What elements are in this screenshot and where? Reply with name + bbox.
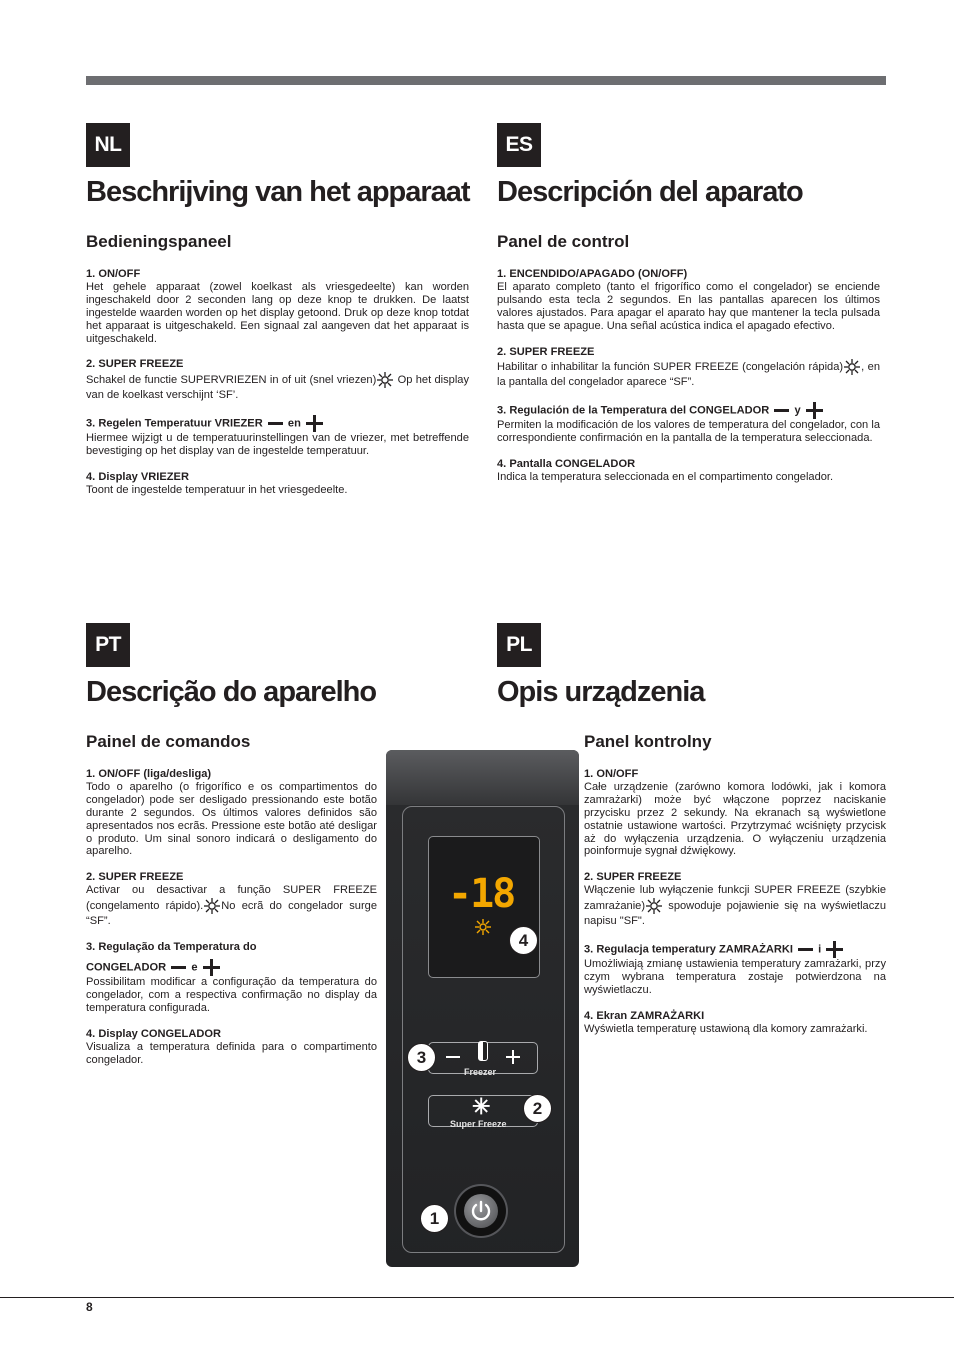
item-body: Todo o aparelho (o frigorífico e os compartimentos do congelador) pode ser desligado pressionando este botão durante 2 segundos. Os últimos valores definidos são apresentados nos ecrãs. Pressione este botão até desligar o produto. Um sinal sonoro indicará o desligamento do aparelho. <box>86 780 377 858</box>
item-2 <box>584 871 886 928</box>
item-title-text: 3. Regelen Temperatuur VRIEZER <box>86 417 263 430</box>
text-column-es <box>497 268 880 497</box>
item-body: Toont de ingestelde temperatuur in het vriesgedeelte. <box>86 483 348 496</box>
text-column-pt <box>86 768 377 1079</box>
item-3 <box>497 402 880 445</box>
language-badge-pl: PL <box>497 623 541 667</box>
temperature-bar-icon <box>478 1041 488 1061</box>
item-title-text: 3. Regulacja temperatury ZAMRAŻARKI <box>584 943 793 956</box>
super-freeze-label: Super Freeze <box>450 1119 507 1129</box>
item-title: 2. SUPER FREEZE <box>584 871 682 884</box>
item-title-text: en <box>287 417 301 430</box>
item-title: 2. SUPER FREEZE <box>497 345 595 358</box>
item-3 <box>86 415 469 458</box>
item-body: Wyświetla temperaturę ustawioną dla komory zamrażarki. <box>584 1022 868 1035</box>
text-column-nl <box>86 268 469 510</box>
language-badge-nl: NL <box>86 123 130 167</box>
item-3 <box>584 941 886 997</box>
item-title-text: 3. Regulación de la Temperatura del CONGELADOR <box>497 404 770 417</box>
subsection-title-nl: Bedieningspaneel <box>86 232 232 251</box>
item-title: 4. Display VRIEZER <box>86 471 189 484</box>
item-body: El aparato completo (tanto el frigorífico como el congelador) se enciende pulsando esta tecla 2 segundos. En las pantallas aparecen los últimos valores ajustados. Para apagar el aparato hay que mantener la tecla pulsada hasta que se apague. Una señal acústica indica el apagado efectivo. <box>497 280 880 332</box>
item-title <box>86 415 469 432</box>
item-body: Het gehele apparaat (zowel koelkast als vriesgedeelte) kan worden ingeschakeld door 2 seconden lang op deze knop te drukken. De laatst ingestelde waarden worden op het display getoond. Druk op deze knop totdat het apparaat is uitgeschakeld. Een signaal zal aangeven dat het apparaat is uitgeschakeld. <box>86 280 469 345</box>
item-body <box>584 884 886 928</box>
item-3 <box>86 941 377 1015</box>
power-button[interactable] <box>456 1186 506 1236</box>
item-2 <box>86 871 377 928</box>
item-body: Visualiza a temperatura definida para o compartimento congelador. <box>86 1040 377 1066</box>
item-body: Całe urządzenie (zarówno komora lodówki, jak i komora zamrażarki) może być włączone poprzez naciskanie przycisku przez 2 sekundy. Na ekranach są wyświetlone ostatnie ustawione wartości. Przytrzymać wciśnięty przycisk aż do wyłączenia urządzenia. O wyłączeniu urządzenia poinformuje sygnał dźwiękowy. <box>584 780 886 858</box>
item-title: 3. Regulação da Temperatura do <box>86 941 257 954</box>
item-body-text: Habilitar o inhabilitar la función SUPER FREEZE (congelación rápida) <box>497 361 844 374</box>
subsection-title-es: Panel de control <box>497 232 630 251</box>
text-column-pl <box>584 768 886 1049</box>
callout-4: 4 <box>509 926 538 955</box>
snowflake-icon <box>376 371 394 389</box>
callout-2: 2 <box>523 1094 552 1123</box>
minus-icon <box>798 948 813 951</box>
item-body: Permiten la modificación de los valores de temperatura del congelador, con la correspondiente confirmación en la pantalla de la temperatura seleccionada. <box>497 419 880 445</box>
minus-icon <box>774 409 789 412</box>
snowflake-icon <box>645 897 663 915</box>
section-title-es: Descripción del aparato <box>497 176 803 208</box>
section-title-pt: Descrição do aparelho <box>86 676 377 708</box>
plus-button[interactable] <box>506 1050 520 1064</box>
asterisk-icon: ✳ <box>472 1094 491 1119</box>
item-title: 2. SUPER FREEZE <box>86 358 184 371</box>
freezer-label: Freezer <box>464 1067 497 1077</box>
control-panel-illustration <box>386 750 579 1267</box>
language-badge-pt: PT <box>86 623 130 667</box>
plus-icon <box>203 959 220 976</box>
temperature-readout: -18 <box>448 871 515 917</box>
item-title: 4. Pantalla CONGELADOR <box>497 458 636 471</box>
top-rule <box>86 76 886 85</box>
subsection-title-pt: Painel de comandos <box>86 732 251 751</box>
item-body-text: Schakel de functie SUPERVRIEZEN in of uit (snel vriezen) <box>86 374 377 387</box>
minus-icon <box>171 966 186 969</box>
item-1 <box>86 268 469 345</box>
minus-button[interactable] <box>446 1056 460 1058</box>
item-body: Possibilitam modificar a configuração da temperatura do congelador, com a respectiva confirmação no display da temperatura configurada. <box>86 975 377 1014</box>
item-title: 1. ENCENDIDO/APAGADO (ON/OFF) <box>497 268 688 280</box>
section-title-nl: Beschrijving van het apparaat <box>86 176 470 208</box>
item-body <box>86 884 377 928</box>
item-1 <box>86 768 377 858</box>
item-body-text: , en la pantalla del congelador aparece “SF”. <box>497 361 880 389</box>
item-title <box>584 941 886 958</box>
item-body-text: spowoduje pojawienie się na wyświetlaczu napisu "SF". <box>584 900 886 928</box>
subsection-title-pl: Panel kontrolny <box>584 732 712 751</box>
item-title-text: CONGELADOR <box>86 961 167 974</box>
item-title: 4. Ekran ZAMRAŻARKI <box>584 1009 705 1022</box>
plus-icon <box>806 402 823 419</box>
item-title: 4. Display CONGELADOR <box>86 1027 221 1040</box>
page-number: 8 <box>86 1300 93 1314</box>
item-body-text: Activar ou desactivar a função SUPER FREEZE (congelamento rápido). <box>86 884 377 913</box>
item-body <box>497 358 880 389</box>
snowflake-icon <box>203 897 221 915</box>
item-1 <box>584 768 886 858</box>
item-4 <box>497 458 880 484</box>
item-body <box>86 371 469 402</box>
item-title: 2. SUPER FREEZE <box>86 871 184 884</box>
item-title <box>497 402 880 419</box>
item-title <box>86 959 377 976</box>
item-body-text: No ecrã do congelador surge “SF”. <box>86 900 378 928</box>
item-body-text: Włączenie lub wyłączenie funkcji SUPER FREEZE (szybkie zamrażanie) <box>584 884 886 913</box>
language-badge-es: ES <box>497 123 541 167</box>
item-title-text: y <box>794 404 801 417</box>
power-icon <box>469 1199 493 1223</box>
item-title: 1. ON/OFF <box>86 268 141 280</box>
item-title-text: i <box>818 943 822 956</box>
plus-icon <box>826 941 843 958</box>
item-body: Umożliwiają zmianę ustawienia temperatury zamrażarki, przy czym wybrana temperatura zostaje potwierdzona na wyświetlaczu. <box>584 958 886 996</box>
snowflake-icon <box>474 918 492 936</box>
callout-1: 1 <box>420 1204 449 1233</box>
panel-top-gloss <box>386 750 579 805</box>
item-4 <box>584 1010 886 1036</box>
footer-rule <box>0 1297 954 1298</box>
item-2 <box>497 346 880 390</box>
item-title: 1. ON/OFF (liga/desliga) <box>86 768 212 780</box>
item-body-text: Op het display van de koelkast verschijnt ‘SF’. <box>86 374 470 402</box>
callout-3: 3 <box>407 1043 436 1072</box>
item-title-text: e <box>191 961 198 974</box>
section-title-pl: Opis urządzenia <box>497 676 705 708</box>
item-body: Indica la temperatura seleccionada en el compartimento congelador. <box>497 471 834 484</box>
item-title: 1. ON/OFF <box>584 768 639 780</box>
item-body: Hiermee wijzigt u de temperatuurinstellingen van de vriezer, met betreffende bevestiging op het display van de ingestelde temperatuur. <box>86 432 469 458</box>
item-1 <box>497 268 880 333</box>
plus-icon <box>306 415 323 432</box>
snowflake-icon <box>843 358 861 376</box>
item-4 <box>86 471 469 497</box>
item-4 <box>86 1028 377 1067</box>
minus-icon <box>268 422 283 425</box>
item-2 <box>86 358 469 402</box>
